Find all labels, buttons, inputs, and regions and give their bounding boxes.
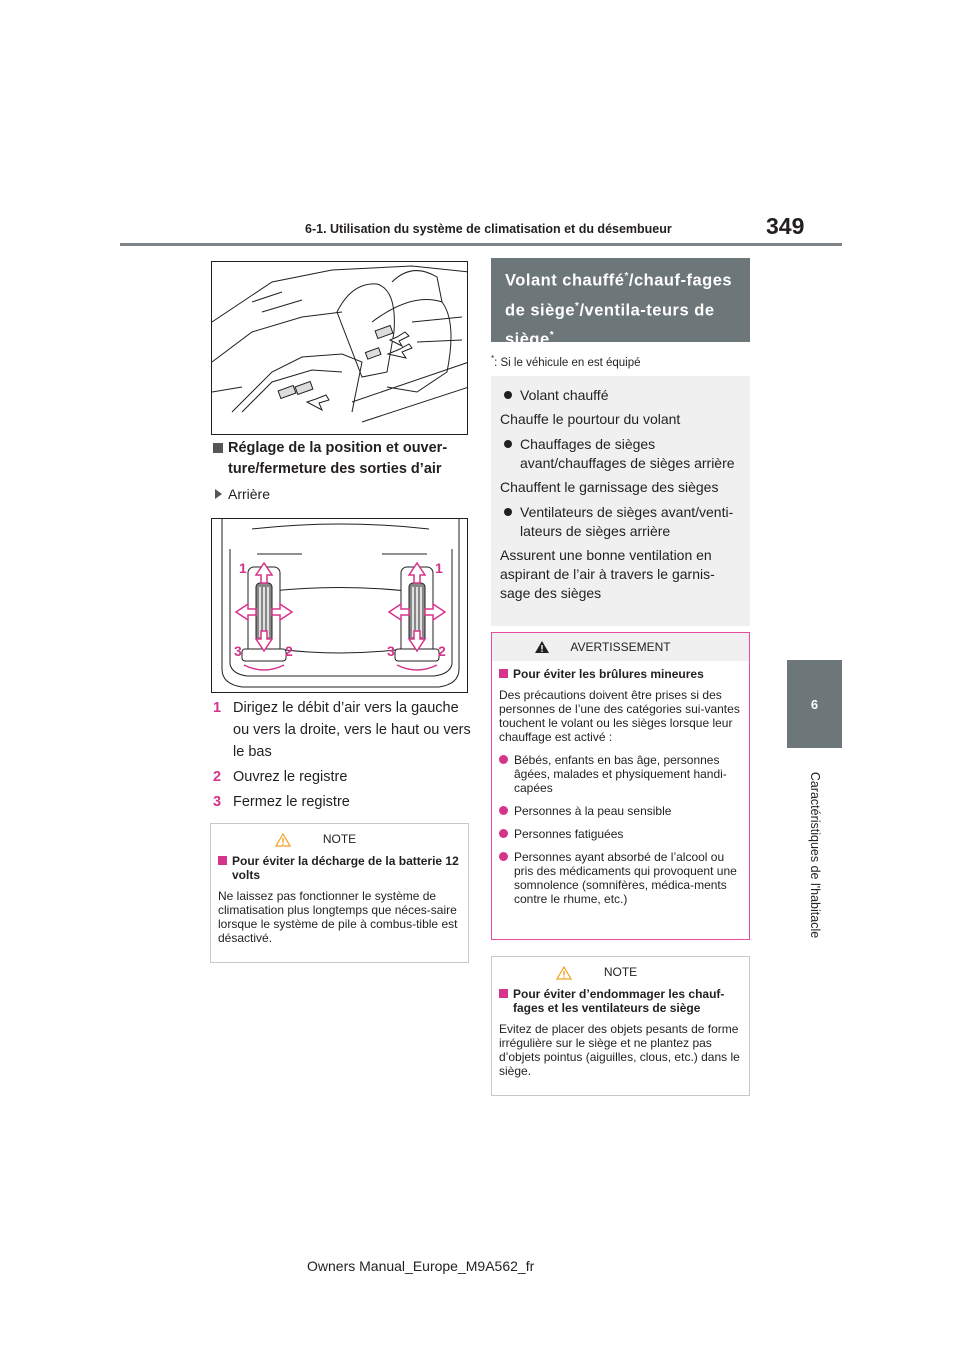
features-panel [491, 376, 750, 626]
callout-three-right: 3 [387, 643, 395, 659]
footnote: *: Si le véhicule en est équipé [491, 354, 641, 369]
list-item: Personnes à la peau sensible [499, 804, 742, 818]
bullet-dot-icon [499, 852, 508, 861]
list-item: 3 Fermez le registre [213, 794, 350, 810]
section-title: 6-1. Utilisation du système de climatisation et du désembueur [305, 222, 672, 236]
bullet-dot-icon [504, 508, 512, 516]
vents-drawing [212, 519, 468, 693]
chapter-tab[interactable] [787, 660, 842, 748]
air-outlet-subheading: Réglage de la position et ouver-ture/fermeture des sorties d’air [213, 438, 468, 480]
warning-text: Des précautions doivent être prises si des personnes de l’une des catégories sui-vantes touchent le volant ou les sièges lorsque leur chauffage est activé : [499, 688, 740, 744]
list-item: 1 Dirigez le débit d’air vers la gauche ou vers la droite, vers le haut ou vers le bas [213, 700, 471, 760]
steps-list [213, 697, 473, 816]
note-title: Pour éviter la décharge de la batterie 12 volts [218, 854, 461, 882]
square-bullet-icon [218, 856, 227, 865]
square-bullet-icon [213, 443, 223, 453]
feature-desc: Chauffe le pourtour du volant [500, 411, 681, 427]
rear-label: Arrière [213, 486, 270, 502]
note-header: NOTE [211, 824, 468, 854]
callout-two-left: 2 [285, 643, 293, 659]
caution-triangle-icon [275, 833, 291, 847]
callout-three-left: 3 [234, 643, 242, 659]
footer-text: Owners Manual_Europe_M9A562_fr [307, 1258, 535, 1274]
section-heading: Volant chauffé*/chauf-fages de siège*/ventila-teurs de siège* [491, 258, 750, 342]
bullet-dot-icon [499, 829, 508, 838]
warning-box [491, 632, 750, 940]
page-number: 349 [766, 213, 805, 239]
list-item: Personnes ayant absorbé de l’alcool ou pris des médicaments qui provoquent une somnolence (somnifères, médica-ments contre le rhume, etc.) [499, 850, 742, 906]
bullet-dot-icon [504, 391, 512, 399]
bullet-dot-icon [499, 755, 508, 764]
feature-desc: Chauffent le garnissage des sièges [500, 479, 719, 495]
bullet-dot-icon [504, 440, 512, 448]
list-item: Volant chauffé [500, 386, 741, 405]
list-item: Bébés, enfants en bas âge, personnes âgées, malades et physiquement handi-capées [499, 753, 742, 795]
note-text: Ne laissez pas fonctionner le système de climatisation plus longtemps que néces-saire lorsque le système de pile à combus-tible est désactivé. [218, 889, 458, 945]
square-bullet-icon [499, 669, 508, 678]
callout-one-right: 1 [435, 560, 443, 576]
note-title: Pour éviter d’endommager les chauf-fages et les ventilateurs de siège [499, 987, 742, 1015]
triangle-bullet-icon [215, 489, 222, 499]
bullet-dot-icon [499, 806, 508, 815]
callout-two-right: 2 [438, 643, 446, 659]
chapter-number: 6 [810, 696, 819, 712]
note-box-battery [210, 823, 469, 963]
note-text: Evitez de placer des objets pesants de forme irrégulière sur le siège et ne plantez pas d’objets pointus (aiguilles, clous, etc.) dans le siège. [499, 1022, 740, 1078]
square-bullet-icon [499, 989, 508, 998]
warning-header: AVERTISSEMENT [492, 633, 749, 661]
interior-illustration [211, 261, 468, 435]
rear-seat-vents-drawing [212, 262, 468, 435]
chapter-side-label: Caractéristiques de l'habitacle [808, 771, 822, 939]
warning-title: Pour éviter les brûlures mineures [499, 667, 742, 681]
rear-vents-illustration [211, 518, 468, 693]
note-header: NOTE [492, 957, 749, 987]
caution-triangle-icon [556, 966, 572, 980]
header-divider [120, 243, 842, 246]
list-item: Ventilateurs de sièges avant/venti-lateurs de sièges arrière [500, 503, 741, 541]
list-item: Personnes fatiguées [499, 827, 742, 841]
feature-desc: Assurent une bonne ventilation en aspirant de l’air à travers le garnis-sage des sièges [500, 547, 715, 601]
note-box-seats [491, 956, 750, 1096]
list-item: 2 Ouvrez le registre [213, 769, 348, 785]
callout-one-left: 1 [239, 560, 247, 576]
list-item: Chauffages de sièges avant/chauffages de sièges arrière [500, 435, 741, 473]
warning-triangle-icon [534, 640, 550, 654]
